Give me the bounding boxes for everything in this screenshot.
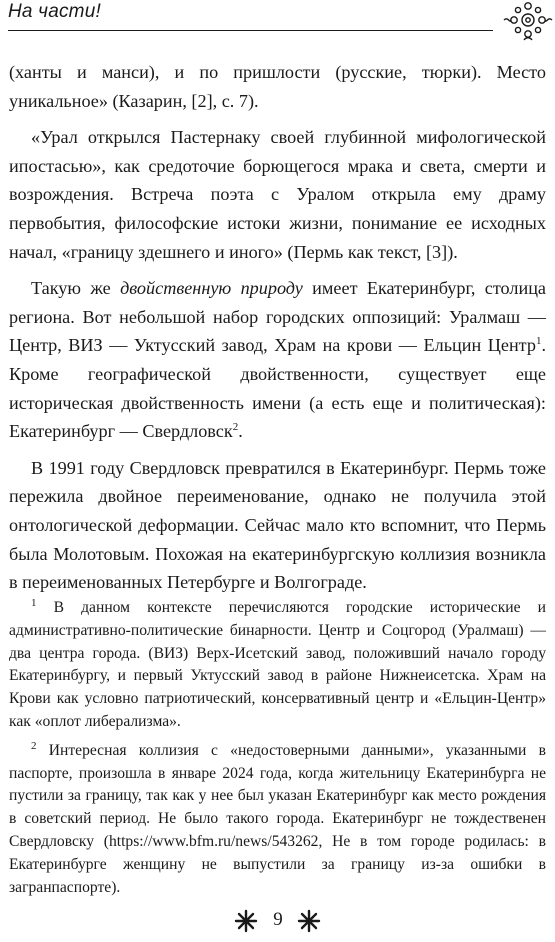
page-number: 9 xyxy=(273,909,283,930)
footnote-ref-1: 1 xyxy=(535,335,542,348)
paragraph-3-text-c: . Кроме географической двойственности, существует еще историческая двойственность имени (а есть еще и политическая): Екатеринбург — Свердловск xyxy=(9,335,546,442)
star-icon xyxy=(234,909,258,933)
star-icon xyxy=(297,909,321,933)
paragraph-3 xyxy=(9,274,546,446)
footnote-text-1: В данном контексте перечисляются городские исторические и административно-политические бинарности. Центр и Соцгород (Уралмаш) — два центра города. (ВИЗ) Верх-Исетский завод, положивший начало городу Екатеринбургу, и первый Уктусский завод в районе Нижнеисетска. Храм на Крови как условно патриотический, консервативный центр и «Ельцин-Центр» как «оплот либерализма». xyxy=(9,599,546,730)
header-rule xyxy=(8,30,493,31)
paragraph-4: В 1991 году Свердловск превратился в Екатеринбург. Пермь тоже пережила двойное переименование, однако не получила этой онтологической деформации. Сейчас мало кто вспомнит, что Пермь была Молотовым. Похожая на екатеринбургскую коллизия возникла в переименованных Петербурге и Волгограде. xyxy=(9,457,546,593)
main-text xyxy=(9,58,546,605)
paragraph-3-emphasis: двойственную природу xyxy=(120,278,303,299)
footnote-2 xyxy=(9,740,546,900)
paragraph-1: (ханты и манси), и по пришлости (русские, тюрки). Место уникальное» (Казарин, [2], с. 7). xyxy=(9,62,546,111)
flower-ornament-icon xyxy=(500,0,555,44)
running-title: На части! xyxy=(8,1,101,22)
footnotes xyxy=(9,597,546,905)
paragraph-3-text-d: . xyxy=(238,421,243,442)
footnote-ref-2: 2 xyxy=(232,421,239,434)
footnote-number-2: 2 xyxy=(31,739,37,752)
footnote-number-1: 1 xyxy=(31,596,37,609)
paragraph-3-text-b: имеет Екатеринбург, столица региона. Вот небольшой набор городских оппозиций: Уралмаш — Центр, ВИЗ — Уктусский завод, Храм на крови — Ельцин Центр xyxy=(9,278,547,356)
paragraph-2: «Урал открылся Пастернаку своей глубинной мифологической ипостасью», как средоточие борющегося мрака и света, смерти и возрождения. Встреча поэта с Уралом открыла ему драму первобытия, философские истоки жизни, понимание ее исходных начал, «границу здешнего и иного» (Пермь как текст, [3]). xyxy=(9,127,546,262)
page-footer xyxy=(0,905,555,935)
footnote-text-2: Интересная коллизия с «недостоверными данными», указанными в паспорте, произошла в январе 2024 года, когда жительницу Екатеринбурга не пустили за границу, так как у нее был указан Екатеринбург как место рождения в советский период. Не было такого города. Екатеринбург не тождественен Свердловску (https://www.bfm.ru/news/543262, Не в том городе родилась: в Екатеринбурге женщину не выпустили за границу из-за ошибки в загранпаспорте). xyxy=(9,741,546,896)
footnote-1 xyxy=(9,597,546,734)
paragraph-3-text-a: Такую же xyxy=(31,278,121,299)
page-header xyxy=(8,0,555,44)
